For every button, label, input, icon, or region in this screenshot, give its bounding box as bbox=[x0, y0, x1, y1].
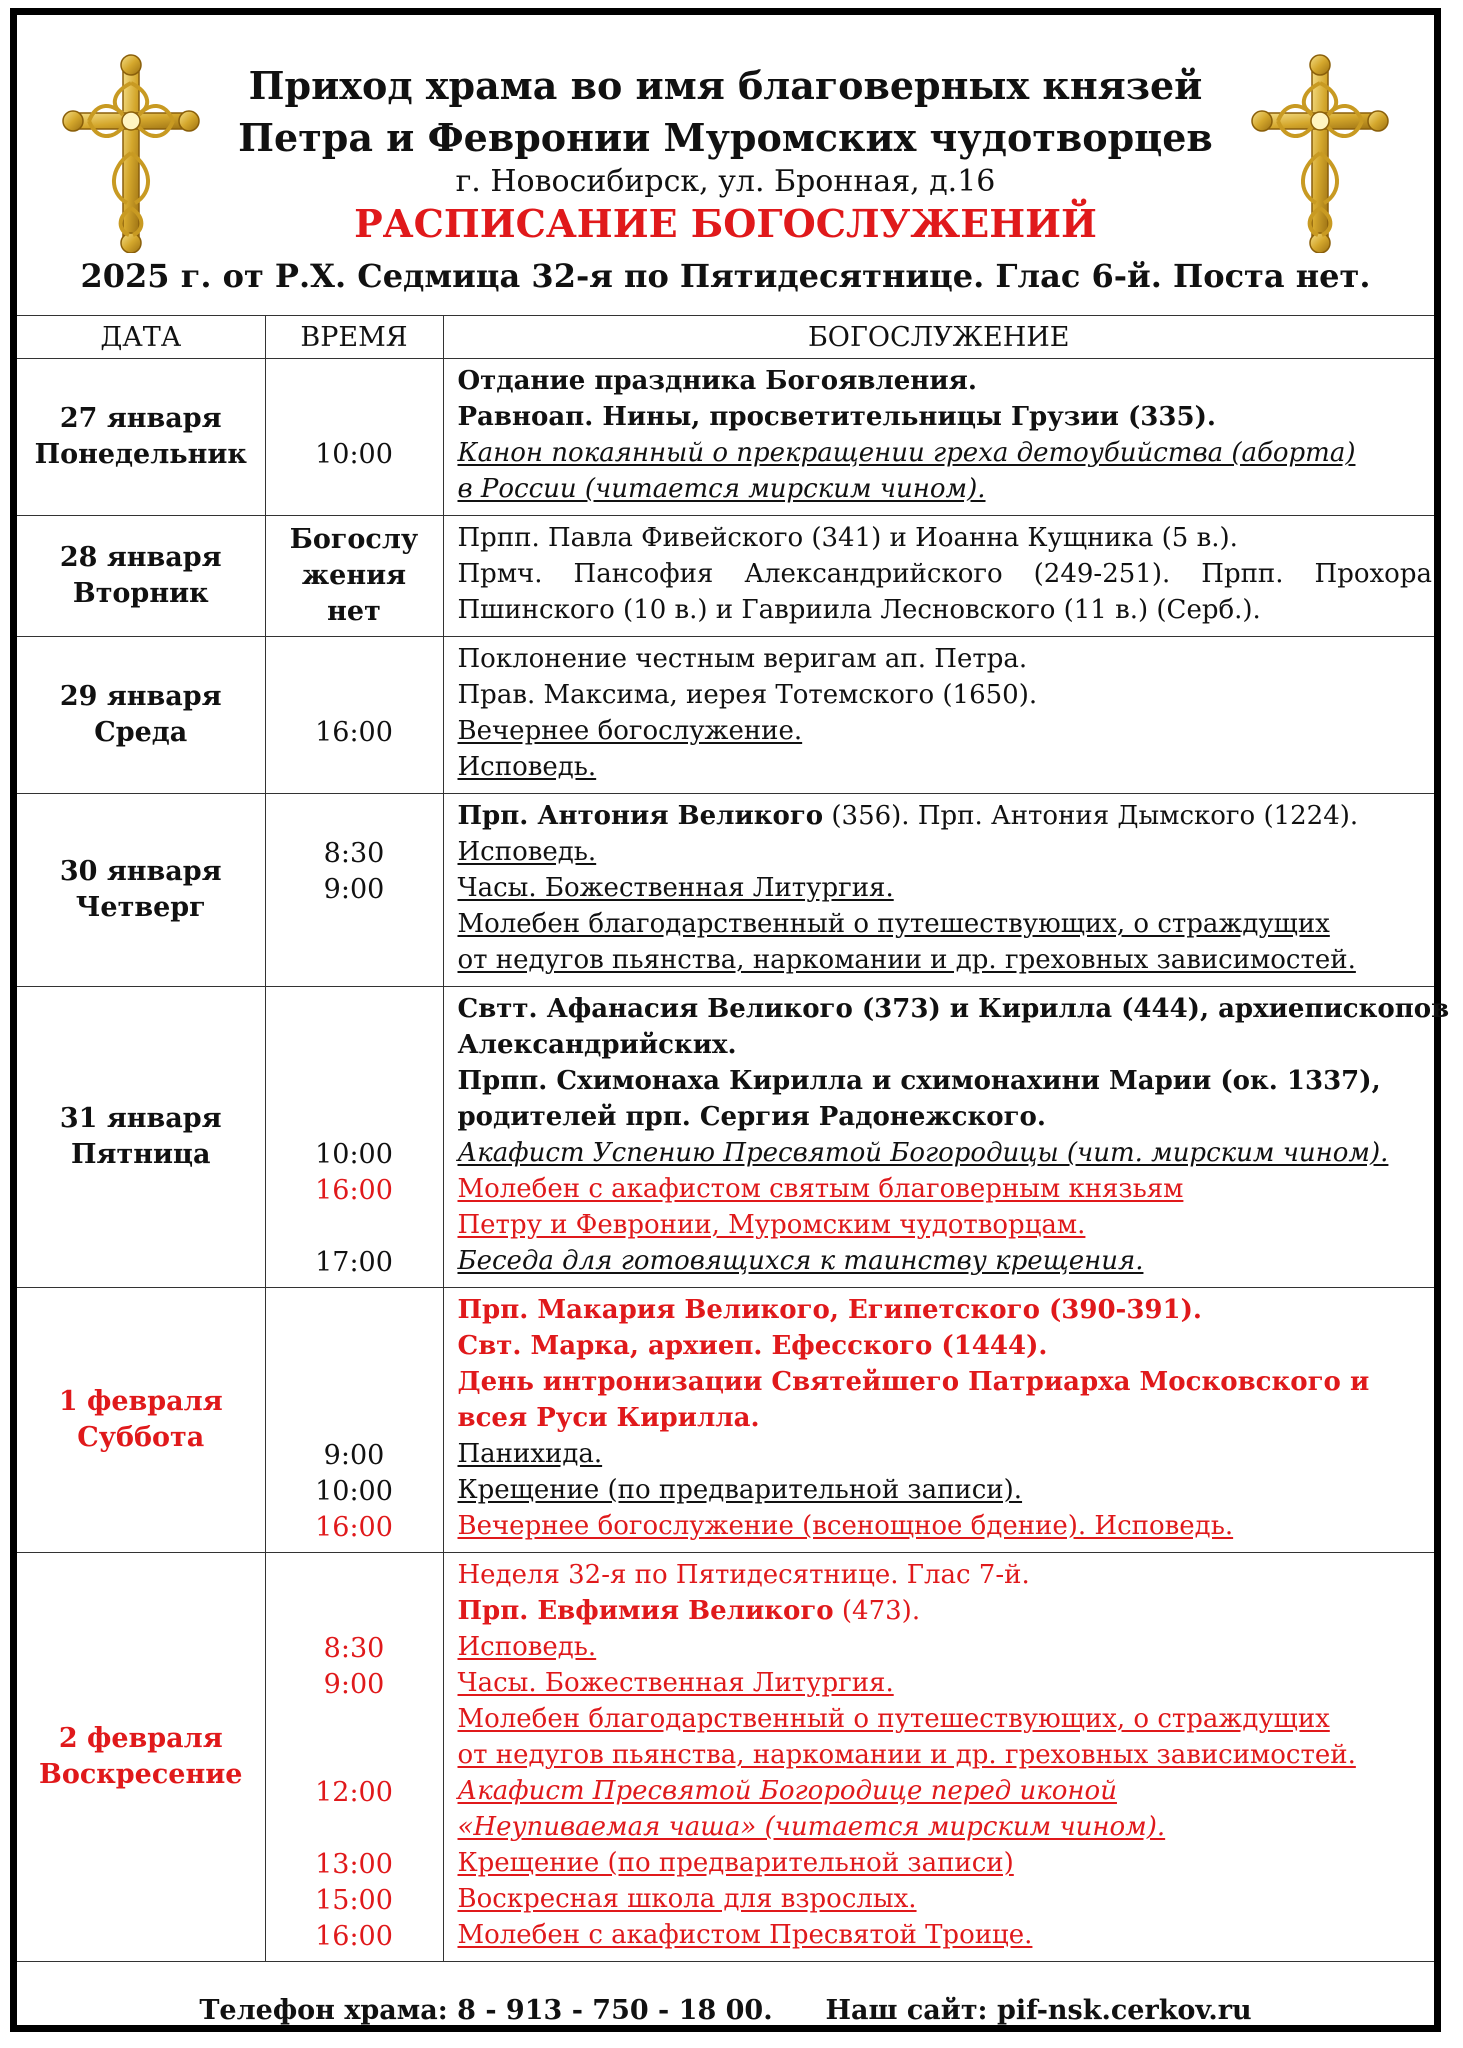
service-line: Молебен благодарственный о путешествующих, о страждущих bbox=[457, 1704, 1330, 1734]
service-line: в России (читается мирским чином). bbox=[457, 474, 986, 504]
service-segment: Прп. Евфимия Великого bbox=[457, 1596, 834, 1626]
service-line: Молебен с акафистом святым благоверным князьям bbox=[457, 1174, 1184, 1204]
service-line: Беседа для готовящихся к таинству крещения. bbox=[457, 1246, 1144, 1276]
time-line: 16:00 bbox=[315, 1512, 393, 1543]
time-cell bbox=[265, 1553, 443, 1962]
time-line: 8:30 bbox=[323, 1633, 385, 1664]
time-line bbox=[266, 1559, 443, 1595]
time-line bbox=[266, 473, 443, 509]
service-word: Прохора bbox=[1314, 559, 1432, 589]
table-row bbox=[17, 359, 1434, 516]
phone-label: Телефон храма: bbox=[199, 1995, 448, 2026]
time-line: 10:00 bbox=[315, 1139, 393, 1170]
time-line: 9:00 bbox=[323, 874, 385, 905]
table-row bbox=[17, 1288, 1434, 1553]
service-word: Прмч. bbox=[457, 559, 543, 589]
parish-name-line-2: Петра и Февронии Муромских чудотворцев bbox=[238, 115, 1213, 160]
weekday-label: Среда bbox=[94, 717, 188, 748]
date-label: 27 января bbox=[59, 403, 222, 434]
service-word: Пансофия bbox=[573, 559, 714, 589]
time-line bbox=[266, 944, 443, 980]
service-line: Акафист Пресвятой Богородице перед иконой bbox=[457, 1776, 1117, 1806]
date-label: 30 января bbox=[59, 856, 222, 887]
date-cell bbox=[17, 516, 265, 637]
time-line bbox=[266, 1366, 443, 1402]
service-line: Свтт. Афанасия Великого (373) и Кирилла (444), архиепископов bbox=[457, 994, 1450, 1024]
time-line bbox=[266, 365, 443, 401]
time-line: нет bbox=[327, 596, 381, 627]
time-line bbox=[266, 1029, 443, 1065]
service-line: Акафист Успению Пресвятой Богородицы (чит. мирским чином). bbox=[457, 1138, 1389, 1168]
parish-address: г. Новосибирск, ул. Бронная, д.16 bbox=[455, 164, 996, 199]
service-word: (249-251). bbox=[1033, 559, 1171, 589]
time-line bbox=[266, 1811, 443, 1847]
service-line: всея Руси Кирилла. bbox=[457, 1403, 760, 1433]
date-cell bbox=[17, 794, 265, 987]
date-label: 29 января bbox=[59, 681, 222, 712]
service-line: от недугов пьянства, наркомании и др. греховных зависимостей. bbox=[457, 945, 1356, 975]
service-line: Исповедь. bbox=[457, 752, 597, 782]
service-line: Часы. Божественная Литургия. bbox=[457, 1668, 894, 1698]
time-line: жения bbox=[301, 560, 407, 591]
service-word: Александрийского bbox=[744, 559, 1003, 589]
date-cell bbox=[17, 1553, 265, 1962]
time-line bbox=[266, 1209, 443, 1245]
service-cell bbox=[443, 637, 1434, 794]
table-row bbox=[17, 794, 1434, 987]
time-line bbox=[266, 1739, 443, 1775]
service-segment: Прп. Антония Великого bbox=[457, 801, 824, 831]
service-cell bbox=[443, 794, 1434, 987]
service-line: Поклонение честным веригам ап. Петра. bbox=[457, 644, 1028, 674]
service-line bbox=[458, 1593, 1435, 1629]
time-line bbox=[266, 643, 443, 679]
service-line: от недугов пьянства, наркомании и др. греховных зависимостей. bbox=[457, 1740, 1356, 1770]
time-cell bbox=[265, 987, 443, 1288]
service-line bbox=[458, 798, 1435, 834]
time-cell bbox=[265, 516, 443, 637]
service-line: «Неупиваемая чаша» (читается мирским чином). bbox=[457, 1812, 1166, 1842]
service-line-justified bbox=[458, 556, 1435, 592]
date-cell bbox=[17, 359, 265, 516]
service-line: Вечернее богослужение. bbox=[457, 716, 803, 746]
service-line: Прав. Максима, иерея Тотемского (1650). bbox=[457, 680, 1038, 710]
time-line bbox=[266, 679, 443, 715]
table-row bbox=[17, 637, 1434, 794]
service-segment: (356). Прп. Антония Дымского (1224). bbox=[823, 801, 1359, 831]
column-header-time: ВРЕМЯ bbox=[265, 316, 443, 359]
service-cell bbox=[443, 1553, 1434, 1962]
time-line bbox=[266, 401, 443, 437]
service-segment: (473). bbox=[833, 1596, 921, 1626]
date-label: 28 января bbox=[59, 542, 222, 573]
weekday-label: Понедельник bbox=[34, 439, 247, 470]
service-line: Канон покаянный о прекращении греха детоубийства (аборта) bbox=[457, 438, 1356, 468]
time-line bbox=[266, 751, 443, 787]
time-line bbox=[266, 800, 443, 836]
time-line bbox=[266, 908, 443, 944]
time-line bbox=[266, 1595, 443, 1631]
weekday-label: Пятница bbox=[71, 1139, 211, 1170]
date-label: 1 февраля bbox=[58, 1386, 223, 1417]
schedule-table bbox=[17, 315, 1450, 1962]
time-line: 16:00 bbox=[315, 717, 393, 748]
weekday-label: Четверг bbox=[75, 892, 206, 923]
time-line: 13:00 bbox=[315, 1849, 393, 1880]
time-cell bbox=[265, 637, 443, 794]
time-line: 17:00 bbox=[315, 1247, 393, 1278]
time-line bbox=[266, 1101, 443, 1137]
table-row bbox=[17, 516, 1434, 637]
header bbox=[17, 15, 1434, 315]
site-link[interactable]: pif-nsk.cerkov.ru bbox=[996, 1995, 1252, 2026]
weekday-label: Воскресение bbox=[39, 1759, 243, 1790]
column-header-date: ДАТА bbox=[17, 316, 265, 359]
service-line: Прп. Макария Великого, Египетского (390-391). bbox=[457, 1295, 1202, 1325]
service-cell bbox=[443, 359, 1434, 516]
service-line: Молебен с акафистом Пресвятой Троице. bbox=[457, 1920, 1033, 1950]
page-title: РАСПИСАНИЕ БОГОСЛУЖЕНИЙ bbox=[354, 201, 1097, 246]
time-line: Богослу bbox=[289, 524, 419, 555]
service-line: Петру и Февронии, Муромским чудотворцам. bbox=[457, 1210, 1086, 1240]
time-line bbox=[266, 1294, 443, 1330]
time-line: 16:00 bbox=[315, 1921, 393, 1952]
date-label: 2 февраля bbox=[58, 1723, 223, 1754]
service-line: Пшинского (10 в.) и Гавриила Лесновского (11 в.) (Серб.). bbox=[457, 595, 1261, 625]
table-header-row bbox=[17, 316, 1434, 359]
service-line: Свт. Марка, архиеп. Ефесского (1444). bbox=[457, 1331, 1048, 1361]
service-line: Александрийских. bbox=[457, 1030, 737, 1060]
weekday-label: Суббота bbox=[77, 1422, 205, 1453]
table-row bbox=[17, 1553, 1434, 1962]
service-line: Крещение (по предварительной записи). bbox=[457, 1475, 1023, 1505]
week-subtitle: 2025 г. от Р.Х. Седмица 32-я по Пятидесятнице. Глас 6-й. Поста нет. bbox=[80, 257, 1371, 295]
service-line: Крещение (по предварительной записи) bbox=[457, 1848, 1014, 1878]
service-line: День интронизации Святейшего Патриарха Московского и bbox=[457, 1367, 1370, 1397]
time-line: 9:00 bbox=[323, 1669, 385, 1700]
date-cell bbox=[17, 1288, 265, 1553]
time-line bbox=[266, 1330, 443, 1366]
service-line: Прпп. Схимонаха Кирилла и схимонахини Марии (ок. 1337), bbox=[457, 1066, 1381, 1096]
service-word: Прпп. bbox=[1201, 559, 1284, 589]
time-line: 8:30 bbox=[323, 838, 385, 869]
table-row bbox=[17, 987, 1434, 1288]
time-line bbox=[266, 1402, 443, 1438]
service-line: Отдание праздника Богоявления. bbox=[457, 366, 977, 396]
service-line: Исповедь. bbox=[457, 1632, 597, 1662]
footer bbox=[17, 1995, 1434, 2026]
service-line: Воскресная школа для взрослых. bbox=[457, 1884, 917, 1914]
time-line: 12:00 bbox=[315, 1777, 393, 1808]
column-header-service: БОГОСЛУЖЕНИЕ bbox=[443, 316, 1434, 359]
time-line: 9:00 bbox=[323, 1440, 385, 1471]
service-line: Равноап. Нины, просветительницы Грузии (335). bbox=[457, 402, 1216, 432]
service-line: Неделя 32-я по Пятидесятнице. Глас 7-й. bbox=[457, 1560, 1030, 1590]
phone-number: 8 - 913 - 750 - 18 00. bbox=[457, 1995, 773, 2026]
time-cell bbox=[265, 1288, 443, 1553]
date-cell bbox=[17, 637, 265, 794]
parish-name-line-1: Приход храма во имя благоверных князей bbox=[248, 63, 1203, 108]
service-line: Прпп. Павла Фивейского (341) и Иоанна Кущника (5 в.). bbox=[457, 523, 1238, 553]
service-line: Молебен благодарственный о путешествующих, о страждущих bbox=[457, 909, 1330, 939]
service-cell bbox=[443, 987, 1450, 1288]
date-cell bbox=[17, 987, 265, 1288]
schedule-sheet bbox=[10, 8, 1450, 2032]
time-cell bbox=[265, 794, 443, 987]
time-line: 10:00 bbox=[315, 439, 393, 470]
time-line: 10:00 bbox=[315, 1476, 393, 1507]
time-line: 15:00 bbox=[315, 1885, 393, 1916]
weekday-label: Вторник bbox=[72, 578, 209, 609]
service-line: Исповедь. bbox=[457, 837, 597, 867]
service-cell bbox=[443, 1288, 1434, 1553]
time-line: 16:00 bbox=[315, 1175, 393, 1206]
time-line bbox=[266, 993, 443, 1029]
service-line: Панихида. bbox=[457, 1439, 603, 1469]
date-label: 31 января bbox=[59, 1103, 222, 1134]
time-cell bbox=[265, 359, 443, 516]
service-line: Часы. Божественная Литургия. bbox=[457, 873, 894, 903]
service-cell bbox=[443, 516, 1434, 637]
site-label: Наш сайт: bbox=[825, 1995, 988, 2026]
service-line: родителей прп. Сергия Радонежского. bbox=[457, 1102, 1046, 1132]
service-line: Вечернее богослужение (всенощное бдение). Исповедь. bbox=[457, 1511, 1234, 1541]
time-line bbox=[266, 1065, 443, 1101]
time-line bbox=[266, 1703, 443, 1739]
